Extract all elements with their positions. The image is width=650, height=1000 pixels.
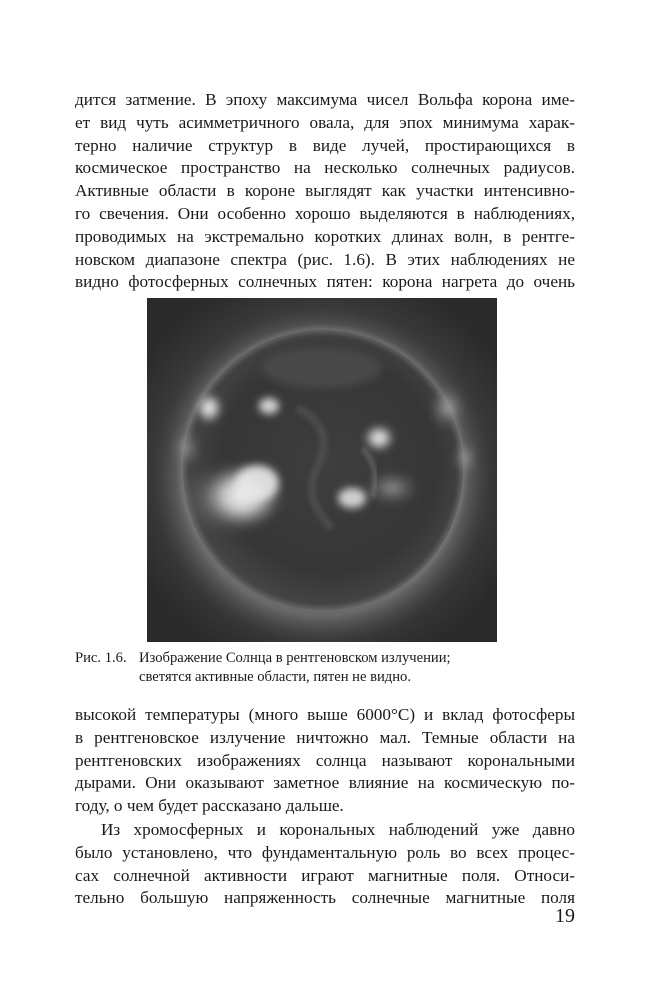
page-number: 19	[555, 905, 575, 927]
text-line: видно фотосферных солнечных пятен: корона нагрета до очень	[75, 272, 575, 292]
xray-sun-image	[147, 298, 497, 642]
text-line: го свечения. Они особенно хорошо выделяются в наблюдениях,	[75, 203, 575, 223]
text-line: ет вид чуть асимметричного овала, для эпох минимума харак-	[75, 112, 575, 132]
text-line: сах солнечной активности играют магнитные поля. Относи-	[75, 865, 575, 885]
text-line: дырами. Они оказывают заметное влияние на космическую по-	[75, 773, 575, 793]
bottom-paragraph	[75, 819, 575, 910]
figure-caption	[75, 649, 575, 687]
text-line: высокой температуры (много выше 6000°С) и вклад фотосферы	[75, 705, 575, 724]
text-line: терно наличие структур в виде лучей, простирающихся в	[75, 135, 575, 155]
text-line: было установлено, что фундаментальную роль во всех процес-	[75, 842, 575, 862]
sun-xray-illustration	[147, 298, 497, 642]
text-line: Из хромосферных и корональных наблюдений уже давно	[101, 820, 575, 839]
top-paragraph	[75, 89, 575, 294]
text-line: дится затмение. В эпоху максимума чисел Вольфа корона име-	[75, 90, 575, 109]
text-line: космическое пространство на несколько солнечных радиусов.	[75, 158, 575, 178]
figure-label: Рис. 1.6.	[75, 650, 127, 666]
text-line: году, о чем будет рассказано дальше.	[75, 796, 344, 816]
text-line: новском диапазоне спектра (рис. 1.6). В этих наблюдениях не	[75, 249, 575, 269]
text-line: рентгеновских изображениях солнца называют корональными	[75, 750, 575, 770]
caption-line: Изображение Солнца в рентгеновском излучении;	[139, 650, 451, 666]
text-line: Активные области в короне выглядят как участки интенсивно-	[75, 181, 575, 201]
text-line: проводимых на экстремально коротких длинах волн, в рентге-	[75, 226, 575, 246]
caption-line: светятся активные области, пятен не видно.	[139, 669, 411, 685]
middle-paragraph	[75, 704, 575, 818]
text-line: в рентгеновское излучение ничтожно мал. Темные области на	[75, 727, 575, 747]
text-line: тельно большую напряженность солнечные магнитные поля	[75, 888, 575, 908]
